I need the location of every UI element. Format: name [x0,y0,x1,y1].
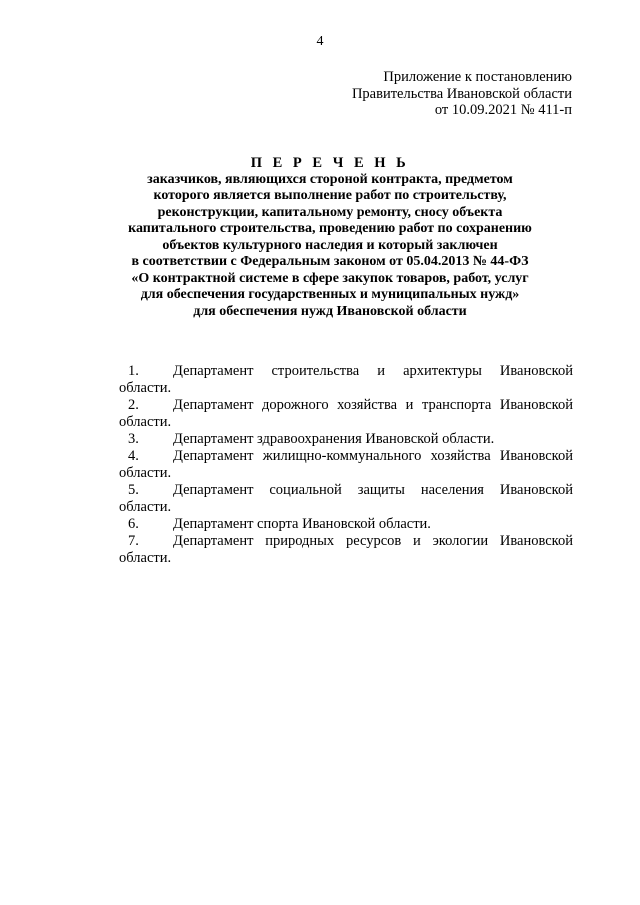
list-item-number: 3. [128,431,139,447]
list-item-text: Департамент здравоохранения Ивановской области. [173,431,495,447]
list-item-continuation: области. [119,380,172,396]
appendix-line: Правительства Ивановской области [351,85,572,102]
title-line: реконструкции, капитальному ремонту, сносу объекта [157,204,503,220]
list-item-continuation: области. [119,465,172,481]
list-item [119,533,573,567]
title-line: которого является выполнение работ по строительству, [153,188,507,203]
title-line: «О контрактной системе в сфере закупок товаров, работ, услуг [131,270,529,286]
list-item [119,363,573,397]
list-item-number: 7. [128,533,139,549]
list-item-number: 1. [128,363,139,379]
list-item-text: Департамент строительства и архитектуры Ивановской [173,363,573,379]
list-item [119,448,573,482]
list-item [119,516,573,533]
title-line: объектов культурного наследия и который заключен [162,237,498,253]
list-item-continuation: области. [119,499,172,515]
title-line: заказчиков, являющихся стороной контракта, предметом [147,171,513,187]
title-line: капитального строительства, проведению работ по сохранению [128,221,532,236]
page-number: 4 [316,34,324,49]
list-item-continuation: области. [119,550,172,566]
list-item-text: Департамент социальной защиты населения Ивановской [173,482,573,498]
list-item-text: Департамент дорожного хозяйства и транспорта Ивановской [173,397,573,413]
title-line: для обеспечения нужд Ивановской области [193,303,467,319]
list-item [119,431,573,448]
title-line: в соответствии с Федеральным законом от 05.04.2013 № 44-ФЗ [131,254,529,269]
list-item [119,397,573,431]
list-item-number: 2. [128,397,139,413]
title-heading: П Е Р Е Ч Е Н Ь [250,155,410,171]
appendix-header [352,69,572,119]
list-item-continuation: области. [119,414,172,430]
list-item-text: Департамент жилищно-коммунального хозяйства Ивановской [173,448,573,464]
list-item [119,482,573,516]
customer-list [119,363,573,567]
list-item-text: Департамент спорта Ивановской области. [173,516,431,532]
list-item-text: Департамент природных ресурсов и экологии Ивановской [173,533,573,549]
list-item-number: 6. [128,516,139,532]
list-item-number: 5. [128,482,139,498]
appendix-line: от 10.09.2021 № 411-п [434,102,572,118]
list-item-number: 4. [128,448,139,464]
document-title [60,155,600,320]
title-line: для обеспечения государственных и муниципальных нужд» [140,287,520,302]
appendix-line: Приложение к постановлению [383,69,572,85]
